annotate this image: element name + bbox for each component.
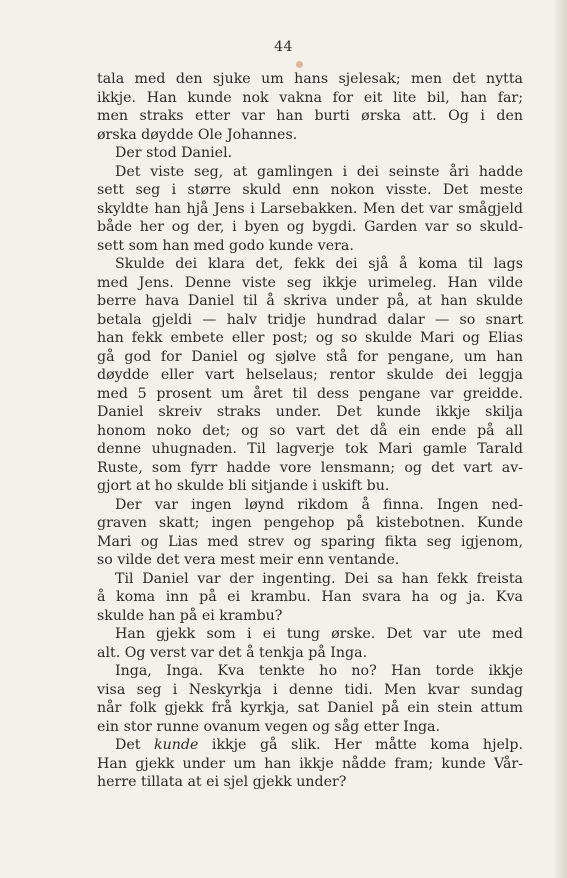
text-line: Skulde dei klara det, fekk dei sjå å koma til lags [115,256,523,272]
text-line: Mari og Lias med strev og sparing fikta seg igjenom, [97,533,523,550]
text-line: både her og der, i byen og bygdi. Garden var so skuld- [97,219,523,235]
page-edge-shadow [553,0,567,878]
text-line: herre tillata at ei sjel gjekk under? [97,774,347,790]
emphasized-word: kunde [154,737,199,753]
text-line: Det viste seg, at gamlingen i dei seinste åri hadde [115,163,523,180]
text-line: skyldte han hjå Jens i Larsebakken. Men det var smågjeld [97,200,523,217]
text-line: ikkje. Han kunde nok vakna for eit lite bil, han far; [97,89,523,106]
text-line: Daniel skreiv straks under. Det kunde ikkje skilja [97,404,523,420]
text-line: Der stod Daniel. [115,145,233,161]
text-line: tala med den sjuke um hans sjelesak; men det nytta [97,71,523,87]
text-line: gå god for Daniel og sjølve stå for pengane, um han [97,348,523,365]
text-line: når folk gjekk frå kyrkja, sat Daniel på ein stein attum [97,700,523,716]
text-line: å koma inn på ei krambu. Han svara ha og ja. Kva [97,589,523,605]
text-line: skulde han på ei krambu? [97,607,283,624]
text-line: so vilde det vera mest meir enn ventande. [97,552,400,568]
text-line: døydde eller vart helselaus; rentor skulde dei leggja [97,367,523,383]
text-line: Han gjekk som i ei tung ørske. Det var ute med [115,626,523,642]
text-line: alt. Og verst var det å tenkja på Inga. [97,644,368,661]
text-line: Til Daniel var der ingenting. Dei sa han fekk freista [115,570,523,587]
text-line: men straks etter var han burti ørska att. Og i den [97,108,523,124]
text-line: Inga, Inga. Kva tenkte ho no? Han torde ikkje [115,663,523,679]
text-line: denne uhugnaden. Til lagverje tok Mari gamle Tarald [97,441,523,457]
text-line: sett som han med godo kunde vera. [97,237,354,254]
text-line: berre hava Daniel til å skriva under på, at han skulde [97,293,523,309]
ink-spot [296,61,303,68]
text-line: sett seg i større skuld enn nokon visste. Det meste [97,182,523,198]
text-line: honom noko det; og so vart det då ein ende på all [97,422,523,439]
text-line: betala gjeldi — halv tridje hundrad dalar — so snart [97,311,523,328]
body-text [97,70,523,792]
page-number: 44 [274,39,293,55]
text-line: visa seg i Neskyrkja i denne tidi. Men kvar sundag [97,681,523,698]
text-line: gjort at ho skulde bli sitjande i uskift bu. [97,478,390,494]
text-line: Han gjekk under um han ikkje nådde fram; kunde Vår- [97,755,523,772]
text-line: Det kunde ikkje gå slik. Her måtte koma hjelp. [115,737,523,753]
text-line: ein stor runne ovanum vegen og såg etter Inga. [97,718,441,735]
text-line: Ruste, som fyrr hadde vore lensmann; og det vart av- [97,459,523,476]
text-line: ørska døydde Ole Johannes. [97,126,298,143]
text-line: han fekk embete eller post; og so skulde Mari og Elias [97,330,523,346]
text-line: med Jens. Denne viste seg ikkje urimeleg. Han vilde [97,274,523,291]
text-line: med 5 prosent um året til dess pengane var greidde. [97,385,523,402]
text-line: Der var ingen løynd rikdom å finna. Ingen ned- [115,496,523,513]
text-line: graven skatt; ingen pengehop på kistebotnen. Kunde [97,515,523,531]
